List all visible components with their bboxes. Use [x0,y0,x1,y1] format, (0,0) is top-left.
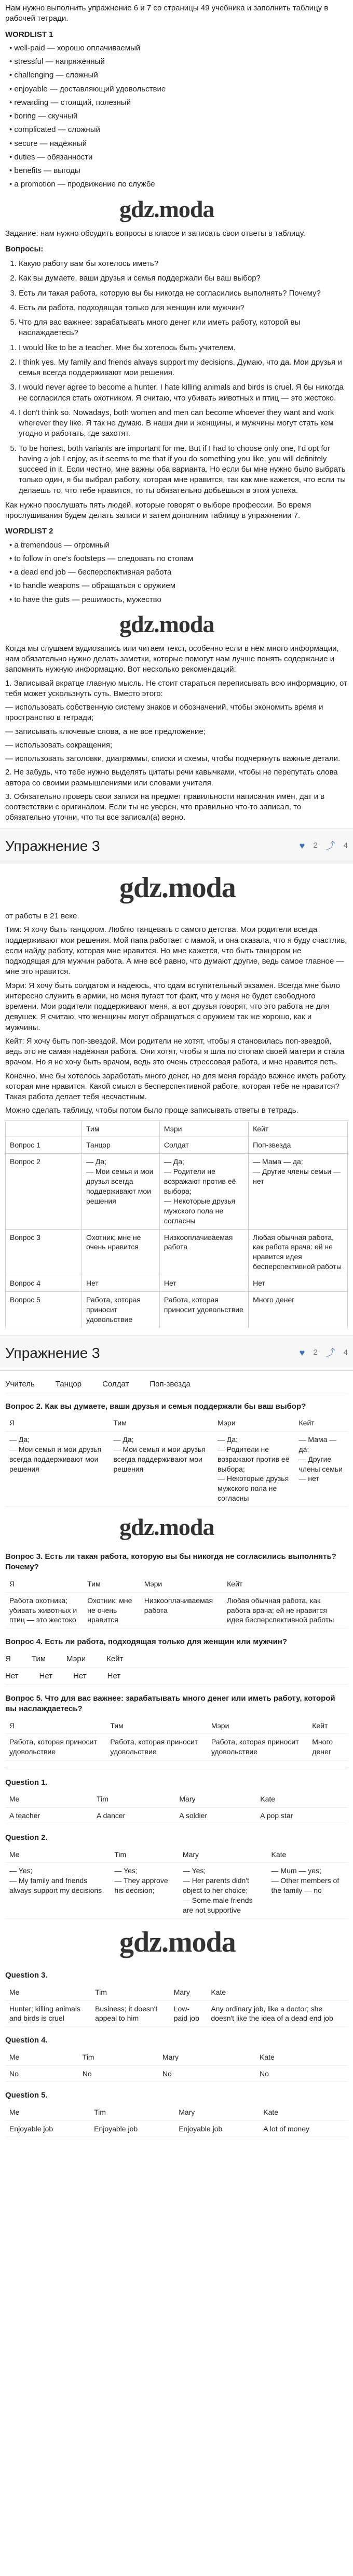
table-cell: — Yes; — Her parents didn't object to her choice; — Some male friends are not supportive [179,1863,267,1918]
table-cell: Tim [90,2104,174,2120]
watermark: gdz.moda [119,195,214,222]
listen-text: Как нужно прослушать пять людей, которые говорят о выборе профессии. Во время прослушивания будем делать записи и затем дополним таблицу в упражнении 7. [5,500,311,520]
wordlist2-title: WORDLIST 2 [5,527,53,536]
table-cell: A teacher [5,1808,92,1824]
table-cell: Low-paid job [170,2000,207,2027]
table-cell: Enjoyable job [5,2120,90,2137]
table-cell: Тим [109,1415,213,1431]
table-row [5,1791,348,1807]
table-row [6,1229,348,1275]
table-cell: No [78,2065,158,2082]
table-cell [6,1120,82,1137]
list-item: • rewarding — стоящий, полезный [9,98,131,107]
table-cell: Enjoyable job [90,2120,174,2137]
table-cell: Hunter; killing animals and birds is cruel [5,2000,91,2027]
wordlist2 [5,540,348,605]
table-cell: Много денег [249,1292,348,1328]
list-item: • well-paid — хорошо оплачиваемый [9,43,141,52]
table-cell: Tim [110,1847,179,1863]
share-count: 4 [343,841,348,850]
list-item: • a promotion — продвижение по службе [9,180,155,189]
header-cell: Танцор [55,1379,82,1389]
table-cell: Много денег [308,1734,348,1760]
en-table-q3 [5,1984,348,2027]
header-cell: Солдат [102,1379,129,1389]
question-item: 3. Есть ли такая работа, которую вы бы никогда не согласились выполнять? Почему? [19,288,348,299]
share-icon[interactable]: ⤴ [325,1347,335,1358]
en-table-q5 [5,2104,348,2138]
exercise-header [0,1336,353,1371]
table-cell: Me [5,1984,91,2000]
table-cell: Низкооплачиваемая работа [140,1592,223,1629]
en-table-q2 [5,1847,348,1919]
table-cell: Kate [255,2049,348,2065]
table-cell: — Mum — yes; — Other members of the family — no [267,1863,348,1918]
mary-text: Мэри: Я хочу быть солдатом и надеюсь, что сдам вступительный экзамен. Всегда мне было интересно служить в армии, но меня пугает тот факт, что у меня не будет свободного времени. Мои родители поддерживают меня, а вот друзья говорят, что это работа не для девушек. Я считаю, что женщины могут обращаться с оружием так же хорошо, как и мужчины. [5,981,341,1032]
question-label: Question 5. [5,2091,48,2100]
table-cell: Кейт [249,1120,348,1137]
table-cell: — Да; — Мои семья и мои друзья всегда поддерживают мои решения [5,1431,109,1506]
tip-item: 3. Обязательно проверь свои записи на предмет правильности написания имён, дат и в соответствии с оригиналом. Если ты не уверен, что правильно что-то записал, то обязательно уточни, что ты все записал(а) верно. [5,792,325,822]
wordlist1-title: WORDLIST 1 [5,30,53,39]
table-cell: Вопрос 5 [6,1292,82,1328]
table-cell: Любая обычная работа, как работа врача; ей не нравится идея бесперспективной работы [223,1592,348,1629]
table-cell: — Мама — да; — Другие члены семьи — нет [295,1431,348,1506]
watermark: gdz.moda [119,610,214,637]
table-cell: Mary [170,1984,207,2000]
table-cell: Нет [82,1275,160,1292]
question-label: Вопрос 5. Что для вас важнее: зарабатывать много денег или иметь работу, которой вы наслаждаетесь? [5,1694,335,1714]
table-cell: Работа охотника; убивать животных и птиц — это жестоко [5,1592,83,1629]
question-item: 2. Как вы думаете, ваши друзья и семья поддержали бы ваш выбор? [19,273,348,284]
table-cell: — Мама — да; — Другие члены семьи — нет [249,1154,348,1229]
table-cell: Кейт [295,1415,348,1431]
list-item: • challenging — сложный [9,71,98,80]
age-text: от работы в 21 веке. [5,912,79,921]
table-cell: Кейт [308,1718,348,1734]
watermark: gdz.moda [119,1926,236,1958]
table-row [5,2120,348,2137]
question-label: Question 1. [5,1778,48,1787]
like-count: 2 [313,841,318,850]
table-row [5,1668,348,1685]
table-cell: Mary [179,1847,267,1863]
table-row [6,1292,348,1328]
table-cell: Мэри [207,1718,308,1734]
table-cell: Низкооплачиваемая работа [159,1229,248,1275]
table-row [5,1651,348,1668]
header-cell: Мэри [66,1654,86,1663]
summary-text: Конечно, мне бы хотелось заработать много денег, но для меня гораздо важнее иметь работу, которая мне нравится. Какой смысл в бесперспективной работе, которая тебе не нравится? Такая работа делает тебя несчастным. [5,1071,347,1102]
table-cell: Любая обычная работа, как работа врача: ей не нравится идея бесперспективной работы [249,1229,348,1275]
table-row [6,1154,348,1229]
table-cell: Мэри [213,1415,295,1431]
list-item: • to have the guts — решимость, мужество [9,595,161,604]
question-item: 4. Есть ли работа, подходящая только для женщин или мужчин? [19,303,348,313]
header-cell: Я [5,1654,11,1663]
table-cell: Kate [256,1791,348,1807]
table-cell: Any ordinary job, like a doctor; she doesn't like the idea of a dead end job [207,2000,348,2027]
list-item: • benefits — выгоды [9,166,80,175]
table-cell: Солдат [159,1137,248,1154]
table-cell: Нет [159,1275,248,1292]
table-cell: No [255,2065,348,2082]
table-cell: A dancer [92,1808,175,1824]
tip-item: — записывать ключевые слова, а не все предложение; [5,727,206,736]
table-row [5,1576,348,1592]
table-row [5,1592,348,1629]
table-cell: Enjoyable job [174,2120,259,2137]
table-cell: Нет [107,1671,121,1680]
exercise-title: Упражнение 3 [5,837,100,854]
table-cell: Кейт [223,1576,348,1592]
table-cell: Охотник; мне не очень нравится [83,1592,140,1629]
question-item: 1. Какую работу вам бы хотелось иметь? [19,259,348,269]
wordlist1 [5,43,348,190]
table-cell: Mary [175,1791,256,1807]
table-cell: Работа, которая приносит удовольствие [82,1292,160,1328]
exercise-title: Упражнение 3 [5,1344,100,1361]
list-item: • secure — надёжный [9,139,87,148]
table-row [6,1137,348,1154]
table-cell: Танцор [82,1137,160,1154]
table-cell: Tim [91,1984,170,2000]
table-row [5,1431,348,1506]
answers-table [5,1120,348,1328]
tip-item: 1. Записывай вкратце главную мысль. Не стоит стараться переписывать всю информацию, от тебя может ускользнуть суть. Вместо этого: [5,678,347,698]
table-row [5,1718,348,1734]
task-text: Задание: нам нужно обсудить вопросы в классе и записать свои ответы в таблицу. [5,229,305,238]
question-label: Question 3. [5,1971,48,1980]
table-cell: Я [5,1718,106,1734]
table-cell: Kate [267,1847,348,1863]
table-cell: Мэри [140,1576,223,1592]
table-cell: Работа, которая приносит удовольствие [106,1734,207,1760]
question-label: Question 2. [5,1833,48,1843]
question-item: 5. Что для вас важнее: зарабатывать много денег или иметь работу, которой вы наслаждаетесь? [19,317,348,339]
table-cell: Тим [82,1120,160,1137]
table-cell: Mary [158,2049,255,2065]
en-table-q1 [5,1791,348,1824]
table-cell: Работа, которая приносит удовольствие [159,1292,248,1328]
header-cell: Учитель [5,1379,35,1389]
header-cell: Кейт [106,1654,124,1663]
table-cell: Kate [207,1984,348,2000]
answer-item: 5. To be honest, both variants are important for me. But if I had to choose only one, I'd opt for having a job I enjoy, as it seems to me that if you do something you like, you will definitely succeed in it. Если честно, мне важны оба варианта. Но если бы мне нужно было выбрать только один, я бы выбрал работу, которая мне нравится, так как мне кажется, что если ты делаешь то, что тебе нравится, то ты обязательно добьёшься в этом успеха. [19,444,348,496]
table-cell: Нет [39,1671,53,1680]
table-cell: A pop star [256,1808,348,1824]
table-cell: Me [5,1847,110,1863]
table-row [5,1808,348,1824]
tim-text: Тим: Я хочу быть танцором. Люблю танцевать с самого детства. Мои родители всегда поддерживают мои решения. Мой папа работает с мамой, и она сказала, что я буду счастлив, если найду работу, которая мне нравится. Но мне кажется, что быть танцором не подходящая для мужчин работа. А мне всё равно, что думают другие, ведь самое главное — мне это нравится. [5,925,347,977]
table-cell: Вопрос 2 [6,1154,82,1229]
intro-text: Нам нужно выполнить упражнение 6 и 7 со страницы 49 учебника и заполнить таблицу в рабочей тетради. [5,4,329,23]
questions-list [5,259,348,339]
header-cell: Поп-звезда [150,1379,191,1389]
table-cell: — Да; — Родители не возражают против её выбора; — Некоторые друзья мужского пола не согласны [213,1431,295,1506]
list-item: • a dead end job — бесперспективная работа [9,568,172,577]
table-cell: Поп-звезда [249,1137,348,1154]
table-cell: Нет [5,1671,19,1680]
question-label: Вопрос 3. Есть ли такая работа, которую вы бы никогда не согласились выполнять? Почему? [5,1552,336,1572]
table-row [5,1863,348,1918]
like-count: 2 [313,1348,318,1357]
table-cell: Me [5,1791,92,1807]
table-cell: Mary [174,2104,259,2120]
mini-header-row [5,1376,348,1393]
table-cell: Работа, которая приносит удовольствие [5,1734,106,1760]
tip-item: — использовать сокращения; [5,740,113,750]
table-cell: Вопрос 1 [6,1137,82,1154]
question-label: Вопрос 4. Есть ли работа, подходящая только для женщин или мужчин? [5,1637,288,1647]
table-cell: — Yes; — They approve his decision; [110,1863,179,1918]
table-cell: Me [5,2104,90,2120]
table-row [5,2000,348,2027]
like-icon[interactable]: ♥ [299,840,305,851]
tip-item: — использовать заголовки, диаграммы, списки и схемы, чтобы подчеркнуть важные детали. [5,754,341,764]
table-cell: Tim [92,1791,175,1807]
table-row [5,1734,348,1760]
question-label: Вопрос 2. Как вы думаете, ваши друзья и семья поддержали бы ваш выбор? [5,1402,306,1411]
list-item: • a tremendous — огромный [9,540,110,550]
table-cell: Я [5,1576,83,1592]
table-cell: — Да; — Мои семья и мои друзья всегда поддерживают мои решения [82,1154,160,1229]
like-icon[interactable]: ♥ [299,1347,305,1358]
list-item: • boring — скучный [9,112,78,121]
list-item: • enjoyable — доставляющий удовольствие [9,84,166,94]
table-row [5,2049,348,2065]
tip-item: — использовать собственную систему знаков и обозначений, чтобы экономить время и пространство в тетради; [5,703,323,723]
list-item: • complicated — сложный [9,125,100,135]
table-cell: Тим [83,1576,140,1592]
watermark: gdz.moda [119,1514,214,1541]
table-cell: Tim [78,2049,158,2065]
list-item: • to follow in one's footsteps — следовать по стопам [9,554,194,563]
questions-label: Вопросы: [5,244,44,253]
share-icon[interactable]: ⤴ [325,840,335,851]
table-cell: Мэри [159,1120,248,1137]
tips-end-text: Можно сделать таблицу, чтобы потом было проще записывать ответы в тетрадь. [5,1106,298,1115]
table-row [5,1847,348,1863]
answer-item: 3. I would never agree to become a hunter. I hate killing animals and birds is cruel. Я бы никогда не согласился стать охотником. Я считаю, что убивать животных и птиц — это жестоко. [19,382,348,404]
table-cell: — Yes; — My family and friends always support my decisions [5,1863,110,1918]
table-cell: Me [5,2049,78,2065]
table-cell: — Да; — Родители не возражают против её выбора; — Некоторые друзья мужского пола не согласны [159,1154,248,1229]
table-cell: A soldier [175,1808,256,1824]
table-row [6,1120,348,1137]
exercise-header [0,829,353,864]
notes-text: Когда мы слушаем аудиозапись или читаем текст, особенно если в нём много информации, нам обязательно нужно делать заметки, которые помогут нам лучше понять содержание и запомнить нужную информацию. Вот несколько рекомендаций: [5,644,339,674]
table-cell: Тим [106,1718,207,1734]
table-cell: Я [5,1415,109,1431]
answers-table-q3 [5,1576,348,1629]
answer-item: 1. I would like to be a teacher. Мне бы хотелось быть учителем. [19,343,348,353]
table-cell: — Да; — Мои семья и мои друзья всегда поддерживают мои решения [109,1431,213,1506]
table-cell: Работа, которая приносит удовольствие [207,1734,308,1760]
table-cell: Kate [259,2104,348,2120]
table-row [5,1415,348,1431]
list-item: • duties — обязанности [9,152,93,162]
share-bar [300,1346,348,1359]
share-count: 4 [343,1348,348,1357]
table-cell: Business; it doesn't appeal to him [91,2000,170,2027]
share-bar [300,839,348,852]
list-item: • to handle weapons — обращаться с оружием [9,581,176,591]
table-row [5,2065,348,2082]
table-cell: Нет [249,1275,348,1292]
table-row [5,1984,348,2000]
tip-item: 2. Не забудь, что тебе нужно выделять цитаты речи кавычками, чтобы не перепутать слова автора со своими размышлениями или словами учителя. [5,768,338,788]
answer-item: 4. I don't think so. Nowadays, both women and men can become whoever they want and work wherever they like. Я так не думаю. В наши дни и женщины, и мужчины могут стать кем угодно и работать, где захотят. [19,408,348,439]
en-table-q4 [5,2049,348,2083]
answers-table-q2 [5,1415,348,1507]
question-label: Question 4. [5,2036,48,2045]
table-cell: Охотник; мне не очень нравится [82,1229,160,1275]
answer-item: 2. I think yes. My family and friends always support my decisions. Думаю, что да. Мои друзья и семья всегда поддерживают мои решения. [19,357,348,379]
answers-table-q5 [5,1718,348,1761]
table-row [5,2104,348,2120]
table-cell: No [158,2065,255,2082]
table-cell: A lot of money [259,2120,348,2137]
kate-text: Кейт: Я хочу быть поп-звездой. Мои родители не хотят, чтобы я становилась поп-звездой, ведь это не самая надёжная работа. Они хотят, чтобы я шла по стопам своей матери и стала врачом. Но я не хочу быть врачом, ведь это очень стрессовая работа, и мне нравится петь. [5,1036,345,1067]
table-cell: Вопрос 4 [6,1275,82,1292]
table-cell: Вопрос 3 [6,1229,82,1275]
table-cell: Нет [73,1671,87,1680]
watermark: gdz.moda [119,872,236,904]
list-item: • stressful — напряжённый [9,57,105,66]
answers-list [5,343,348,496]
table-cell: No [5,2065,78,2082]
header-cell: Тим [31,1654,46,1663]
table-row [6,1275,348,1292]
